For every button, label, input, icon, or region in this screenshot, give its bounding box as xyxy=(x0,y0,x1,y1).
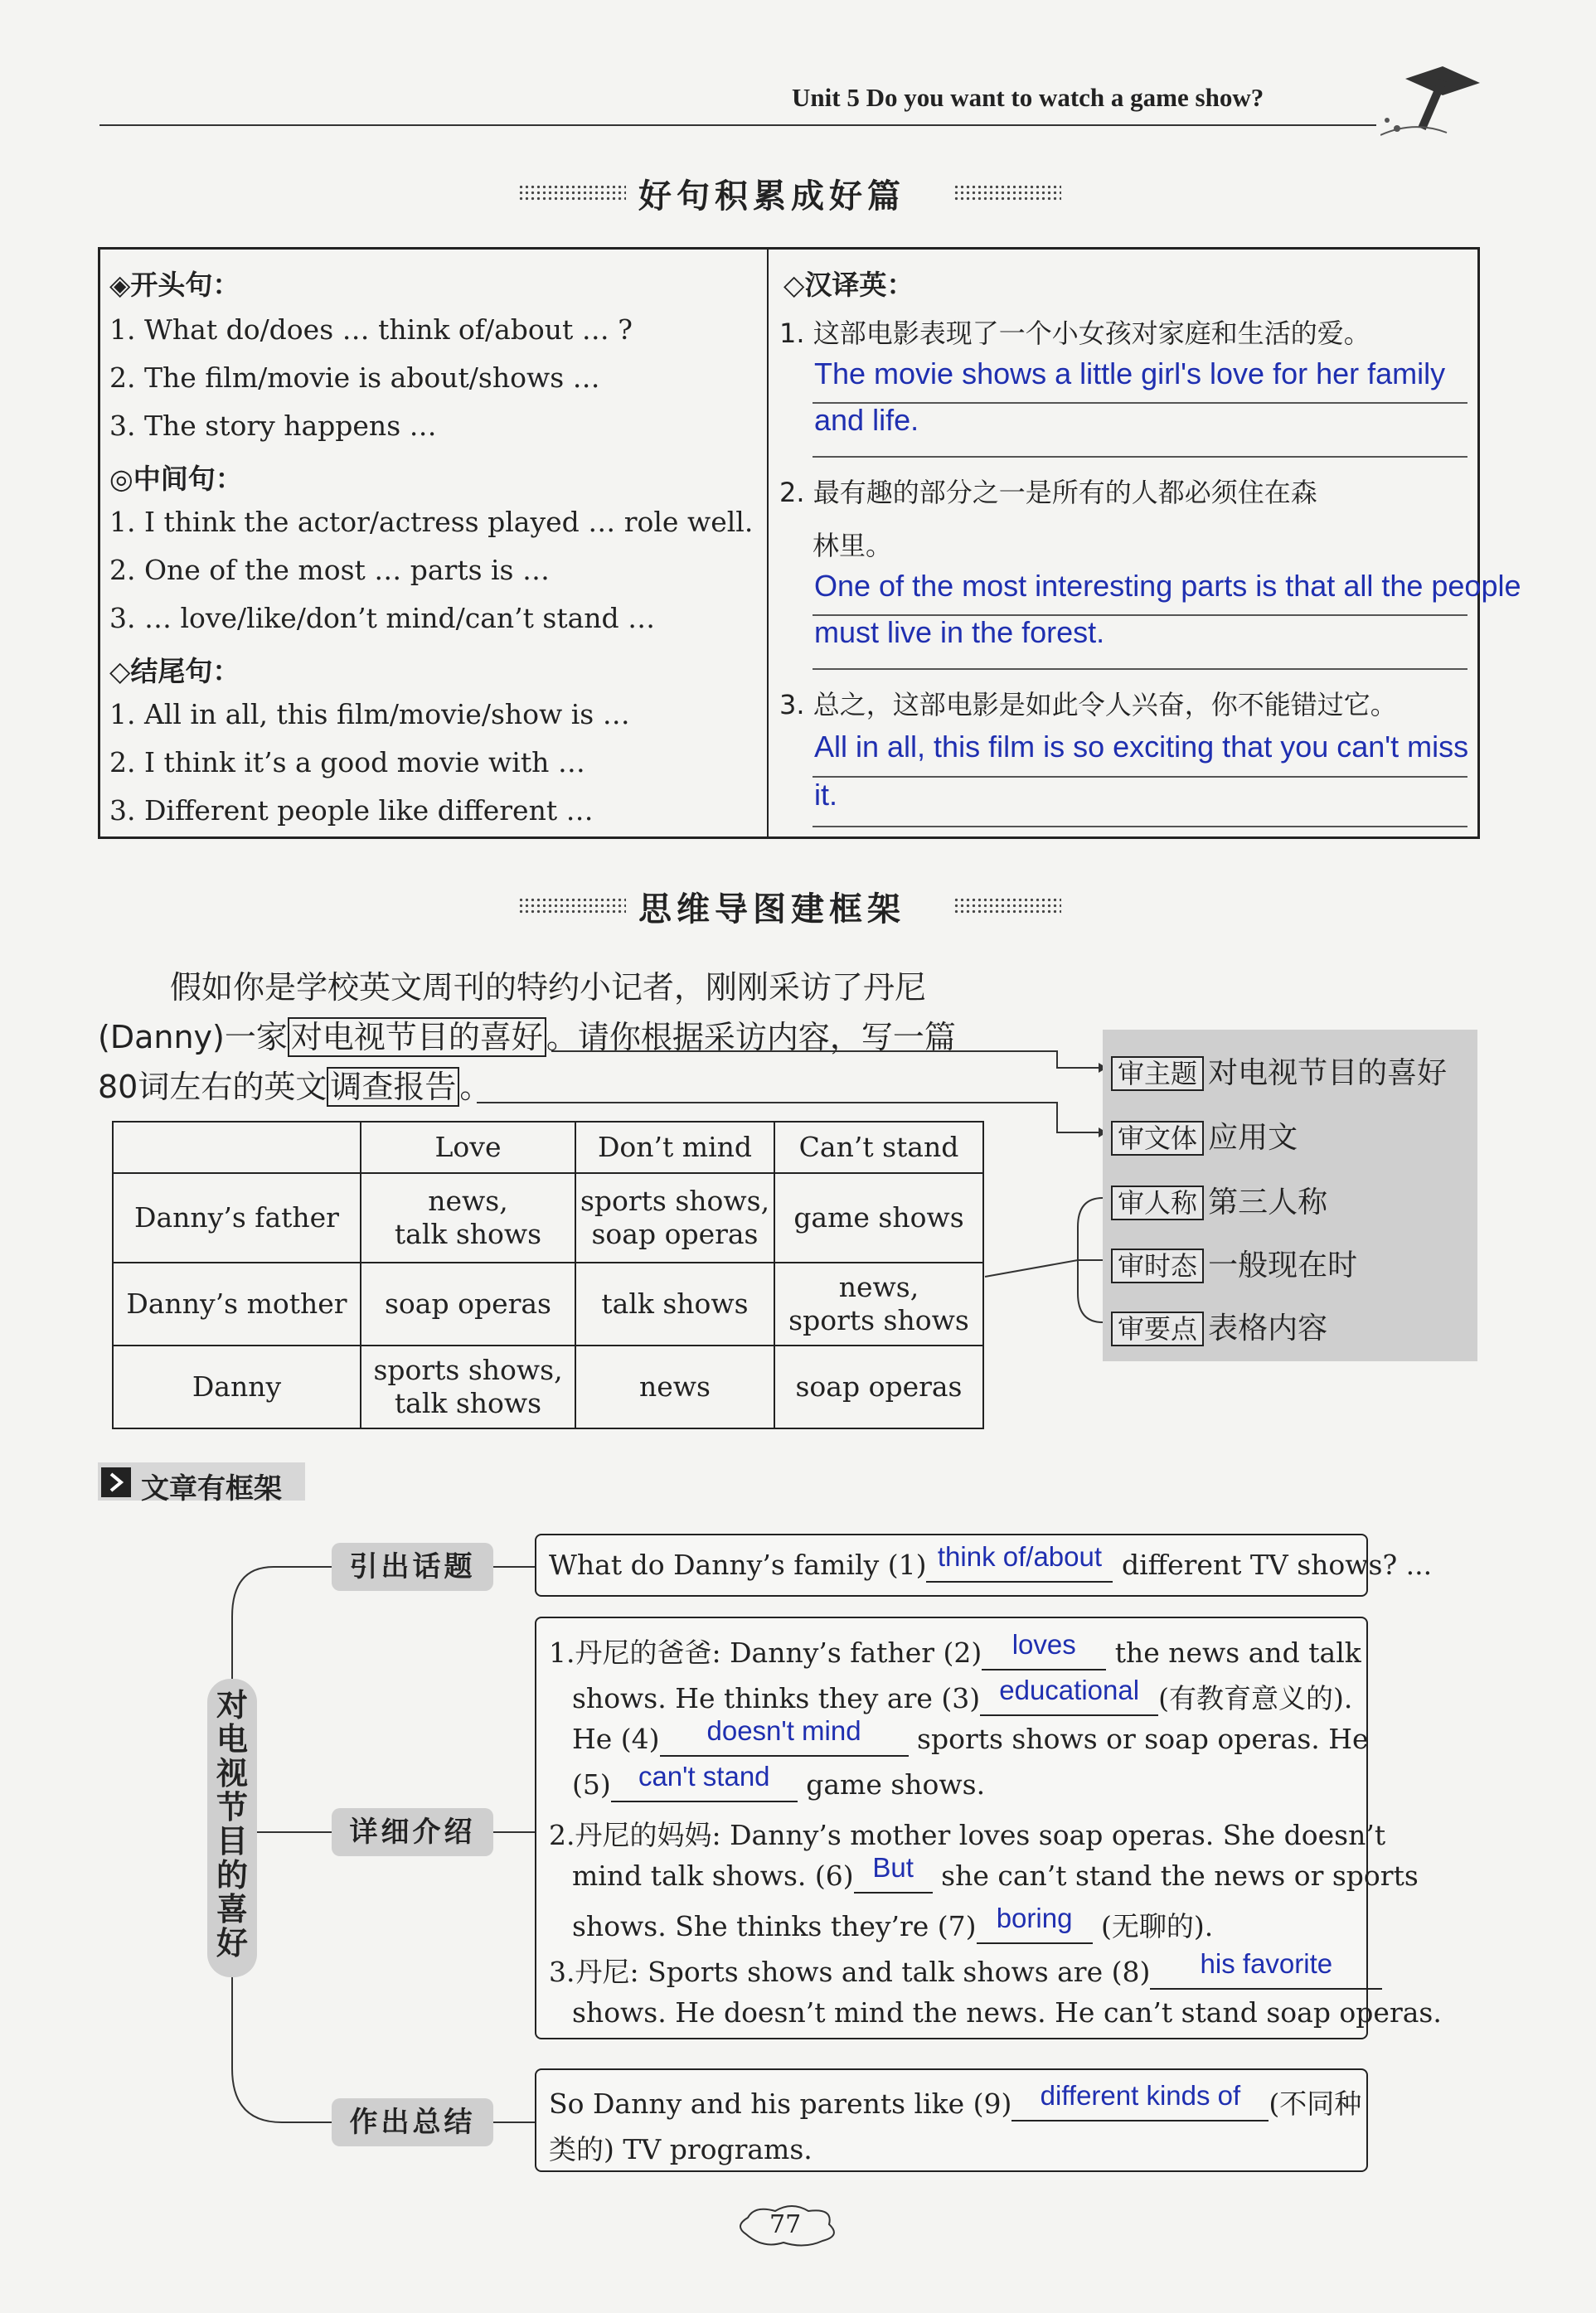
translate-heading: ◇汉译英： xyxy=(783,269,914,301)
table-cell: sports shows, soap operas xyxy=(575,1173,774,1263)
framework-title: 文章有框架 xyxy=(141,1472,282,1506)
table-cell: news, talk shows xyxy=(361,1173,575,1263)
prompt-line: (Danny)一家 对电视节目的喜好 。请你根据采访内容，写一篇 xyxy=(98,1019,956,1055)
table-cell: Danny’s mother xyxy=(113,1263,361,1346)
translate-answer: One of the most interesting parts is that all the people xyxy=(814,569,1521,603)
analysis-item: 审要点 表格内容 xyxy=(1111,1305,1327,1347)
table-cell: game shows xyxy=(774,1173,983,1263)
table-cell: soap operas xyxy=(774,1346,983,1428)
table-cell: Danny xyxy=(113,1346,361,1428)
middle-heading: ◎中间句： xyxy=(109,463,243,495)
ending-heading: ◇结尾句： xyxy=(109,655,240,687)
analysis-item: 审人称 第三人称 xyxy=(1111,1179,1327,1221)
page-number: 77 xyxy=(769,2210,802,2239)
genre-highlight: 调查报告 xyxy=(327,1067,459,1107)
table-header: Love xyxy=(361,1122,575,1173)
detail-line: 3.丹尼: Sports shows and talk shows are (8) his favorite xyxy=(549,1951,1382,1990)
translate-prompt: 2. 最有趣的部分之一是所有的人都必须住在森 xyxy=(779,477,1317,508)
summary-line: 类的) TV programs. xyxy=(549,2133,813,2165)
ending-sentence: 3. Different people like different … xyxy=(109,794,594,827)
middle-sentence: 3. … love/like/don’t mind/can’t stand … xyxy=(109,602,656,634)
prompt-line: 80词左右的英文 调查报告 。 xyxy=(98,1069,492,1105)
table-cell: news, sports shows xyxy=(774,1263,983,1346)
answer-blank: But xyxy=(854,1860,933,1894)
answer-blank: educational xyxy=(980,1682,1158,1716)
translate-answer: and life. xyxy=(814,403,919,437)
table-cell: news xyxy=(575,1346,774,1428)
table-header: Don’t mind xyxy=(575,1122,774,1173)
header-title: Unit 5 Do you want to watch a game show? xyxy=(792,83,1264,112)
detail-line: 2.丹尼的妈妈: Danny’s mother loves soap operas. She doesn’t xyxy=(549,1819,1386,1851)
table-cell: soap operas xyxy=(361,1263,575,1346)
opening-sentence: 2. The film/movie is about/shows … xyxy=(109,361,600,394)
translate-answer: The movie shows a little girl's love for her family xyxy=(814,356,1446,390)
node-intro: 引出话题 xyxy=(332,1543,493,1591)
detail-line: He (4) doesn't mind sports shows or soap operas. He xyxy=(572,1715,1369,1755)
translate-answer: must live in the forest. xyxy=(814,615,1105,649)
table-cell: talk shows xyxy=(575,1263,774,1346)
answer-blank: his favorite xyxy=(1150,1956,1382,1990)
translate-answer: All in all, this film is so exciting that you can't miss xyxy=(814,730,1469,764)
detail-line: shows. He thinks they are (3) educational (有教育意义的). xyxy=(572,1675,1353,1714)
detail-line: (5) can't stand game shows. xyxy=(572,1761,986,1801)
answer-blank: doesn't mind xyxy=(660,1723,909,1757)
summary-line: So Danny and his parents like (9) different kinds of (不同种 xyxy=(549,2080,1362,2120)
section-title-mindmap: 思维导图建框架 xyxy=(638,890,905,929)
analysis-item: 审文体 应用文 xyxy=(1111,1114,1298,1156)
detail-line: shows. He doesn’t mind the news. He can’t stand soap operas. xyxy=(572,1996,1442,2029)
table-cell: Danny’s father xyxy=(113,1173,361,1263)
prompt-line: 假如你是学校英文周刊的特约小记者，刚刚采访了丹尼 xyxy=(170,969,927,1006)
table-cell: sports shows, talk shows xyxy=(361,1346,575,1428)
middle-sentence: 2. One of the most … parts is … xyxy=(109,554,550,586)
intro-line: What do Danny’s family (1) think of/about different TV shows? ... xyxy=(549,1541,1433,1581)
opening-sentence: 1. What do/does … think of/about … ? xyxy=(109,313,633,346)
opening-heading: ◈开头句： xyxy=(109,269,240,301)
translate-prompt: 3. 总之，这部电影是如此令人兴奋，你不能错过它。 xyxy=(779,689,1397,720)
answer-blank: can't stand xyxy=(611,1768,798,1802)
answer-blank: think of/about xyxy=(926,1549,1113,1583)
section-title-sentences: 好句积累成好篇 xyxy=(638,177,905,216)
table-header: Can’t stand xyxy=(774,1122,983,1173)
analysis-item: 审时态 一般现在时 xyxy=(1111,1242,1357,1284)
detail-line: 1.丹尼的爸爸: Danny’s father (2) loves the news and talk xyxy=(549,1629,1361,1669)
translate-prompt: 林里。 xyxy=(813,530,893,561)
ending-sentence: 2. I think it’s a good movie with … xyxy=(109,746,585,778)
topic-highlight: 对电视节目的喜好 xyxy=(288,1017,546,1057)
answer-blank: different kinds of xyxy=(1011,2088,1269,2121)
ending-sentence: 1. All in all, this film/movie/show is … xyxy=(109,698,630,730)
node-summary: 作出总结 xyxy=(332,2098,493,2146)
answer-blank: boring xyxy=(977,1910,1093,1944)
translate-answer: it. xyxy=(814,778,838,812)
detail-line: shows. She thinks they’re (7) boring (无聊的). xyxy=(572,1903,1214,1942)
vertical-title: 对电视节目的喜好 xyxy=(207,1679,257,1977)
middle-sentence: 1. I think the actor/actress played … role well. xyxy=(109,506,754,538)
opening-sentence: 3. The story happens … xyxy=(109,410,437,442)
analysis-item: 审主题 对电视节目的喜好 xyxy=(1111,1050,1447,1092)
node-detail: 详细介绍 xyxy=(332,1808,493,1856)
translate-prompt: 1. 这部电影表现了一个小女孩对家庭和生活的爱。 xyxy=(779,318,1370,349)
detail-line: mind talk shows. (6) But she can’t stand the news or sports xyxy=(572,1852,1419,1892)
answer-blank: loves xyxy=(982,1637,1106,1670)
